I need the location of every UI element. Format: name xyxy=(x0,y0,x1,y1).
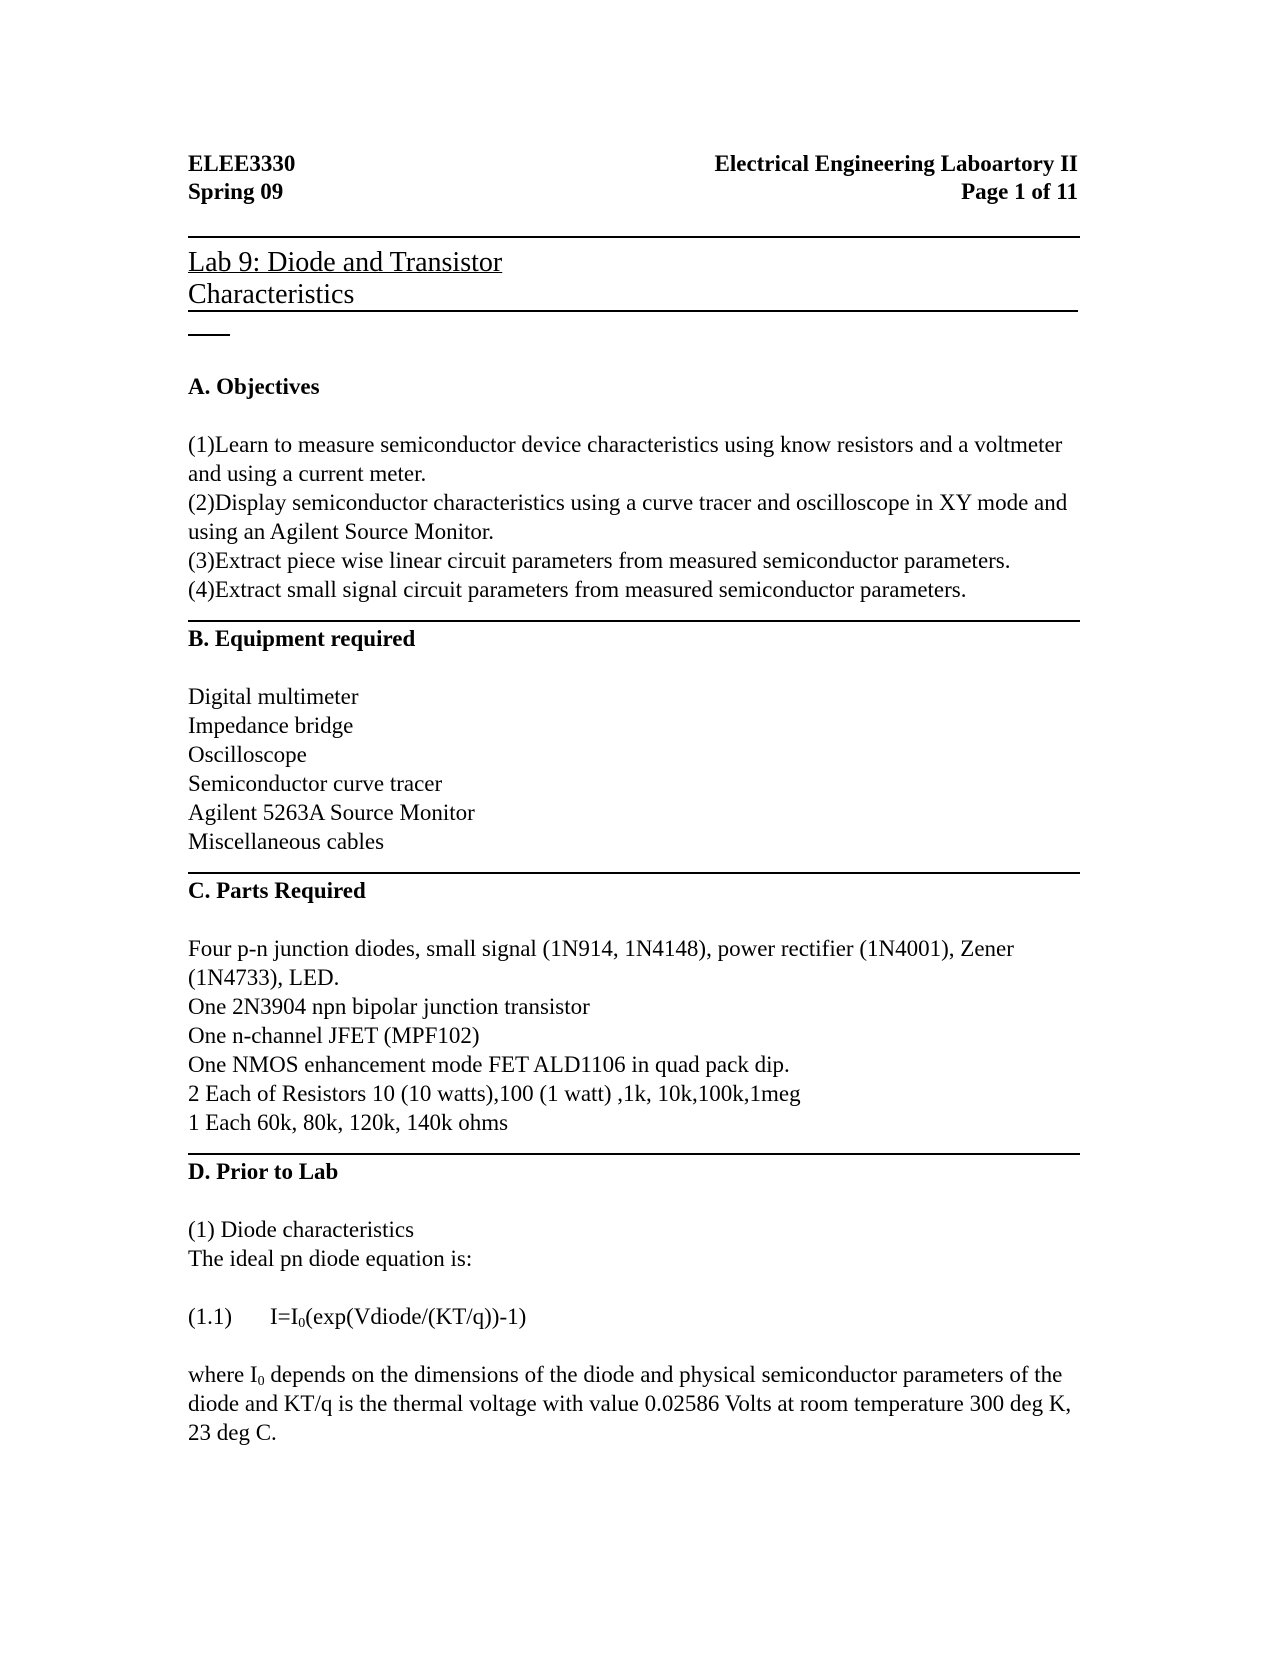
objective-item: (4)Extract small signal circuit parameters from measured semiconductor parameters. xyxy=(188,577,967,602)
equipment-list xyxy=(188,682,1088,856)
diode-equation xyxy=(188,1302,1088,1331)
equation-subscript: 0 xyxy=(298,1316,306,1331)
lab-title xyxy=(188,246,1088,336)
course-code: ELEE3330 xyxy=(188,151,296,176)
page-number: Page 1 of 11 xyxy=(961,179,1078,204)
parts-list xyxy=(188,934,1088,1137)
objective-item: (3)Extract piece wise linear circuit parameters from measured semiconductor parameters. xyxy=(188,548,1011,573)
header-left xyxy=(188,150,295,206)
equipment-item: Oscilloscope xyxy=(188,742,307,767)
parts-item: Four p-n junction diodes, small signal (1N914, 1N4148), power rectifier (1N4001), Zener (1N4733), LED. xyxy=(188,936,1014,990)
title-line-2: Characteristics xyxy=(188,279,1078,312)
term: Spring 09 xyxy=(188,179,284,204)
lab-name: Electrical Engineering Laboartory II xyxy=(714,151,1078,176)
equipment-heading: B. Equipment required xyxy=(188,626,416,651)
equipment-item: Agilent 5263A Source Monitor xyxy=(188,800,475,825)
parts-item: 2 Each of Resistors 10 (10 watts),100 (1 watt) ,1k, 10k,100k,1meg xyxy=(188,1081,801,1106)
prior-subheading: (1) Diode characteristics xyxy=(188,1217,415,1242)
title-line-1: Lab 9: Diode and Transistor xyxy=(188,247,503,278)
prior-heading: D. Prior to Lab xyxy=(188,1159,339,1184)
equipment-item: Digital multimeter xyxy=(188,684,359,709)
equipment-item: Miscellaneous cables xyxy=(188,829,385,854)
header-right xyxy=(715,150,1079,206)
divider xyxy=(188,1153,1080,1155)
equation-lhs: I=I xyxy=(270,1304,299,1329)
equipment-item: Impedance bridge xyxy=(188,713,354,738)
equation-rhs: (exp(Vdiode/(KT/q))-1) xyxy=(305,1304,527,1329)
objectives-list xyxy=(188,430,1088,604)
objectives-heading: A. Objectives xyxy=(188,374,320,399)
title-underline-tail xyxy=(188,312,230,336)
parts-item: One n-channel JFET (MPF102) xyxy=(188,1023,480,1048)
where-subscript: 0 xyxy=(257,1374,265,1389)
divider xyxy=(188,872,1080,874)
prior-intro: The ideal pn diode equation is: xyxy=(188,1246,473,1271)
where-paragraph xyxy=(188,1360,1088,1447)
divider xyxy=(188,620,1080,622)
equation-number: (1.1) xyxy=(188,1304,233,1329)
divider xyxy=(188,236,1080,238)
parts-item: 1 Each 60k, 80k, 120k, 140k ohms xyxy=(188,1110,509,1135)
parts-item: One NMOS enhancement mode FET ALD1106 in quad pack dip. xyxy=(188,1052,790,1077)
parts-heading: C. Parts Required xyxy=(188,878,366,903)
parts-item: One 2N3904 npn bipolar junction transistor xyxy=(188,994,590,1019)
where-prefix: where I xyxy=(188,1362,258,1387)
page-content xyxy=(188,150,1088,1447)
where-text: depends on the dimensions of the diode and physical semiconductor parameters of the diode and KT/q is the thermal voltage with value 0.02586 Volts at room temperature 300 deg K, 23 deg C. xyxy=(188,1362,1072,1445)
equipment-item: Semiconductor curve tracer xyxy=(188,771,443,796)
objective-item: (2)Display semiconductor characteristics using a curve tracer and oscilloscope in XY mode and using an Agilent Source Monitor. xyxy=(188,490,1068,544)
objective-item: (1)Learn to measure semiconductor device characteristics using know resistors and a voltmeter and using a current meter. xyxy=(188,432,1063,486)
page-header xyxy=(188,150,1088,210)
